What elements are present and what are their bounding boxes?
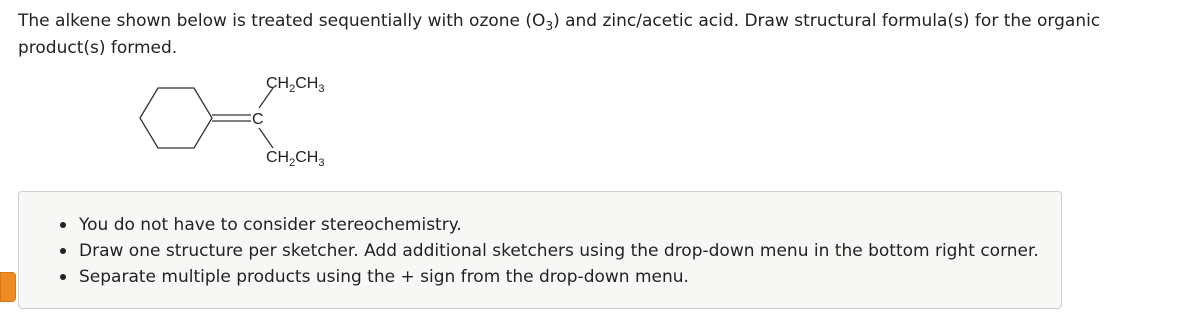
question-part1: The alkene shown below is treated sequentially with ozone (O bbox=[18, 11, 546, 31]
instruction-item bbox=[79, 212, 1061, 238]
alkene-structure bbox=[130, 68, 370, 168]
top-ch-2: CH bbox=[295, 75, 319, 92]
instruction-item bbox=[79, 264, 1061, 290]
cyclohexane-ring bbox=[140, 88, 212, 148]
instruction-text: Draw one structure per sketcher. Add additional sketchers using the drop-down menu in the bottom right corner. bbox=[79, 241, 1039, 261]
top-sub-1: 2 bbox=[289, 83, 296, 95]
instruction-text: You do not have to consider stereochemistry. bbox=[79, 215, 462, 235]
question-subscript: 3 bbox=[545, 19, 554, 33]
bullet-icon bbox=[60, 274, 66, 280]
instructions-list bbox=[19, 192, 1061, 290]
top-ch-1: CH bbox=[266, 75, 290, 92]
top-ethyl-label bbox=[266, 75, 324, 95]
top-sub-2: 3 bbox=[318, 83, 325, 95]
bottom-ch-2: CH bbox=[295, 149, 319, 166]
bullet-icon bbox=[60, 222, 66, 228]
question-part2: ) and zinc/acetic acid. Draw structural formula(s) for the organic product(s) formed. bbox=[18, 11, 1101, 58]
bullet-icon bbox=[60, 248, 66, 254]
instruction-text: Separate multiple products using the + sign from the drop-down menu. bbox=[79, 267, 689, 287]
question-text bbox=[18, 8, 1193, 61]
center-carbon-label: C bbox=[252, 111, 264, 128]
bottom-ch-1: CH bbox=[266, 149, 290, 166]
side-tab-button[interactable] bbox=[0, 272, 16, 302]
bottom-ethyl-label bbox=[266, 149, 324, 168]
bottom-sub-2: 3 bbox=[318, 157, 325, 168]
alkene-structure-svg bbox=[130, 68, 370, 168]
lower-bond bbox=[259, 128, 273, 148]
instruction-item bbox=[79, 238, 1061, 264]
bottom-sub-1: 2 bbox=[289, 157, 296, 168]
instructions-panel bbox=[18, 191, 1062, 309]
